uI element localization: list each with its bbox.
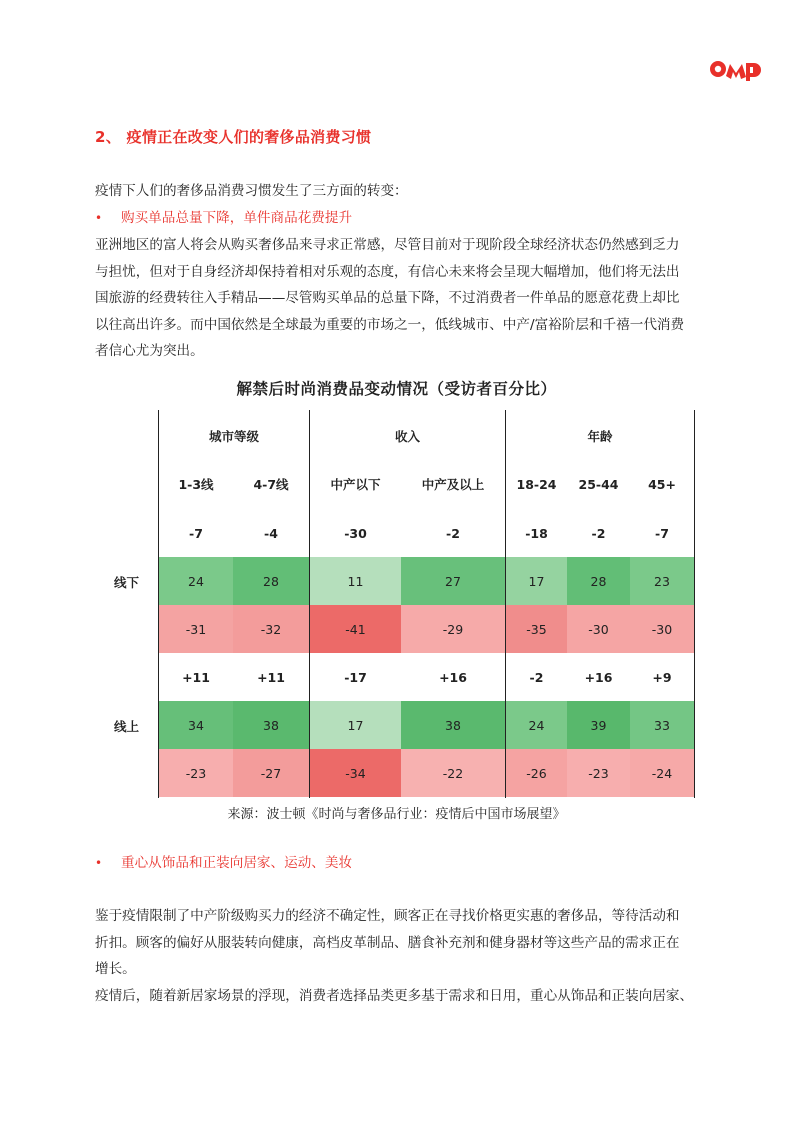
column-header: 1-3线 — [178, 477, 214, 492]
column-header: 4-7线 — [253, 477, 289, 492]
decrease-cell: -35 — [506, 605, 567, 653]
row-label-offline: 线下 — [114, 575, 140, 590]
increase-cell: 28 — [567, 557, 630, 605]
paragraph-3 — [95, 983, 699, 1010]
table-divider — [505, 410, 506, 798]
increase-cell: 39 — [567, 701, 630, 749]
column-header: 中产及以上 — [421, 477, 485, 492]
bullet-dot-icon: • — [95, 211, 103, 225]
paragraph-1 — [95, 232, 699, 365]
increase-cell: 33 — [630, 701, 694, 749]
table-divider — [309, 410, 310, 798]
net-cell: +16 — [584, 669, 613, 685]
net-cell: -2 — [591, 525, 606, 541]
paragraph-line: 亚洲地区的富人将会从购买奢侈品来寻求正常感，尽管目前对于现阶段全球经济状态仍然感到乏力 — [95, 237, 680, 253]
increase-cell: 24 — [506, 701, 567, 749]
paragraph-line: 疫情后，随着新居家场景的浮现，消费者选择品类更多基于需求和日用，重心从饰品和正装向居家、 — [95, 988, 694, 1004]
net-cell: -18 — [525, 525, 548, 541]
table-title: 解禁后时尚消费品变动情况（受访者百分比） — [236, 380, 557, 398]
increase-cell: 11 — [310, 557, 401, 605]
decrease-cell: -29 — [401, 605, 505, 653]
decrease-cell: -26 — [506, 749, 567, 797]
column-header: 45+ — [648, 476, 676, 492]
increase-cell: 28 — [233, 557, 309, 605]
decrease-cell: -31 — [159, 605, 233, 653]
bullet-2-text: 重心从饰品和正装向居家、运动、美妆 — [121, 855, 353, 871]
net-cell: +16 — [439, 669, 467, 685]
decrease-cell: -34 — [310, 749, 401, 797]
paragraph-line: 以往高出许多。而中国依然是全球最为重要的市场之一，低线城市、中产/富裕阶层和千禧一代消费 — [95, 316, 685, 333]
decrease-cell: -41 — [310, 605, 401, 653]
increase-cell: 17 — [506, 557, 567, 605]
increase-cell: 34 — [159, 701, 233, 749]
bullet-item-2 — [95, 852, 352, 874]
increase-cell: 38 — [233, 701, 309, 749]
decrease-cell: -24 — [630, 749, 694, 797]
bullet-dot-icon: • — [95, 856, 103, 870]
increase-cell: 38 — [401, 701, 505, 749]
decrease-cell: -27 — [233, 749, 309, 797]
net-cell: -2 — [529, 669, 544, 685]
decrease-cell: -32 — [233, 605, 309, 653]
decrease-cell: -22 — [401, 749, 505, 797]
omd-logo — [708, 55, 764, 89]
paragraph-line: 者信心尤为突出。 — [95, 343, 204, 359]
group-header-age: 年龄 — [587, 429, 613, 444]
paragraph-2 — [95, 903, 699, 983]
row-label-online: 线上 — [114, 719, 140, 734]
table-divider — [158, 410, 159, 798]
increase-cell: 27 — [401, 557, 505, 605]
decrease-cell: -30 — [567, 605, 630, 653]
increase-cell: 23 — [630, 557, 694, 605]
net-cell: -2 — [446, 525, 460, 541]
net-cell: -7 — [189, 525, 203, 541]
net-cell: -30 — [344, 525, 367, 541]
paragraph-line: 鉴于疫情限制了中产阶级购买力的经济不确定性，顾客正在寻找价格更实惠的奢侈品，等待活动和 — [95, 908, 680, 924]
paragraph-line: 增长。 — [95, 961, 136, 977]
bullet-1-text: 购买单品总量下降，单件商品花费提升 — [121, 210, 353, 226]
decrease-cell: -30 — [630, 605, 694, 653]
table-divider — [694, 410, 695, 798]
net-cell: -7 — [655, 525, 669, 541]
table-source: 来源：波士顿《时尚与奢侈品行业：疫情后中国市场展望》 — [227, 807, 566, 822]
section-heading: 2、 疫情正在改变人们的奢侈品消费习惯 — [95, 128, 372, 146]
group-header-income: 收入 — [394, 429, 420, 444]
decrease-cell: -23 — [159, 749, 233, 797]
decrease-cell: -23 — [567, 749, 630, 797]
bullet-item-1 — [95, 207, 352, 229]
net-cell: -17 — [344, 669, 367, 685]
group-header-city: 城市等级 — [208, 429, 259, 444]
column-header: 中产以下 — [330, 477, 381, 492]
increase-cell: 17 — [310, 701, 401, 749]
paragraph-line: 与担忧，但对于自身经济却保持着相对乐观的态度，有信心未来将会呈现大幅增加，他们将无法出 — [95, 263, 680, 280]
net-cell: -4 — [264, 525, 278, 541]
net-cell: +11 — [257, 669, 285, 685]
intro-text: 疫情下人们的奢侈品消费习惯发生了三方面的转变： — [95, 183, 408, 199]
paragraph-line: 国旅游的经费转往入手精品——尽管购买单品的总量下降，不过消费者一件单品的愿意花费上却比 — [95, 290, 680, 306]
paragraph-line: 折扣。顾客的偏好从服装转向健康，高档皮革制品、膳食补充剂和健身器材等这些产品的需求正在 — [95, 934, 680, 951]
column-header: 25-44 — [578, 476, 619, 492]
net-cell: +11 — [182, 669, 210, 685]
increase-cell: 24 — [159, 557, 233, 605]
net-cell: +9 — [652, 669, 672, 685]
column-header: 18-24 — [516, 476, 557, 492]
